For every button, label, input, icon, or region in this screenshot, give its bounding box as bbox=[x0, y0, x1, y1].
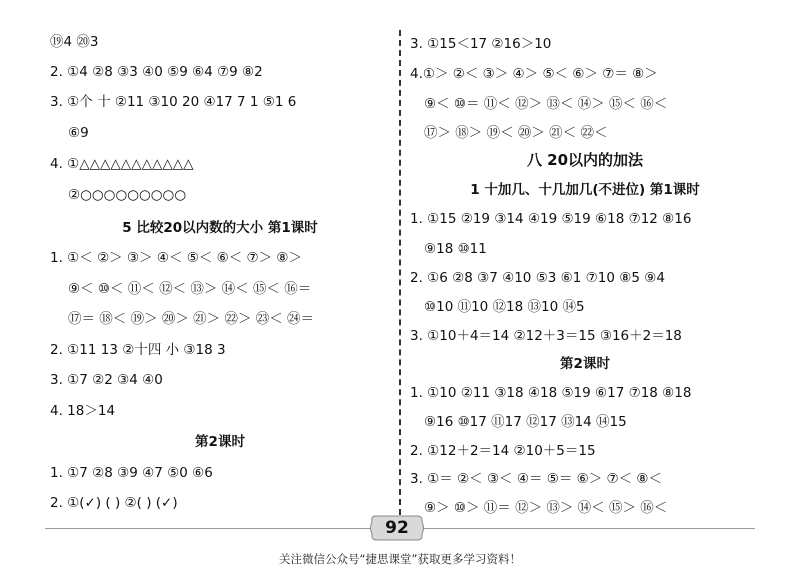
answer-line: 1. ①15 ②19 ③14 ④19 ⑤19 ⑥18 ⑦12 ⑧16 bbox=[410, 211, 692, 227]
answer-line: ⑨＜ ⑩＜ ⑪＜ ⑫＜ ⑬＞ ⑭＜ ⑮＜ ⑯＝ bbox=[68, 281, 312, 297]
footer-text: 关注微信公众号“捷思课堂”获取更多学习资料！ bbox=[279, 552, 521, 566]
answer-line: 3. ①15＜17 ②16＞10 bbox=[410, 36, 552, 52]
answer-line: 3. ①＝ ②＜ ③＜ ④＝ ⑤＝ ⑥＞ ⑦＜ ⑧＜ bbox=[410, 471, 663, 487]
answer-line: 4. ①△△△△△△△△△△△ bbox=[50, 156, 194, 172]
answer-line: 3. ①10＋4＝14 ②12＋3＝15 ③16＋2＝18 bbox=[410, 328, 682, 344]
answer-line: ⑰＞ ⑱＞ ⑲＜ ⑳＞ ㉑＜ ㉒＜ bbox=[424, 125, 608, 141]
answer-line: ⑥9 bbox=[68, 125, 89, 141]
answer-line: 1. ①10 ②11 ③18 ④18 ⑤19 ⑥17 ⑦18 ⑧18 bbox=[410, 385, 692, 401]
answer-line: 1. ①＜ ②＞ ③＞ ④＜ ⑤＜ ⑥＜ ⑦＞ ⑧＞ bbox=[50, 250, 303, 266]
answer-line: 3. ①7 ②2 ③4 ④0 bbox=[50, 372, 163, 388]
answer-line: ②○○○○○○○○○ bbox=[68, 187, 187, 203]
answer-line: ⑰＝ ⑱＜ ⑲＞ ⑳＞ ㉑＞ ㉒＞ ㉓＜ ㉔＝ bbox=[68, 311, 315, 327]
answer-line: ⑨＞ ⑩＞ ⑪＝ ⑫＞ ⑬＞ ⑭＜ ⑮＞ ⑯＜ bbox=[424, 500, 668, 516]
answer-line: ⑩10 ⑪10 ⑫18 ⑬10 ⑭5 bbox=[424, 299, 585, 315]
answer-line: 1. ①7 ②8 ③9 ④7 ⑤0 ⑥6 bbox=[50, 465, 213, 481]
section-heading: 5 比较20以内数的大小 第1课时 bbox=[122, 220, 318, 236]
answer-line: 2. ①12＋2＝14 ②10＋5＝15 bbox=[410, 443, 596, 459]
page-number: 92 bbox=[385, 518, 409, 538]
section-heading: 1 十加几、十几加几(不进位) 第1课时 bbox=[470, 182, 700, 198]
column-divider bbox=[399, 30, 401, 515]
answer-line: ⑲4 ⑳3 bbox=[50, 34, 99, 50]
chapter-heading: 八 20以内的加法 bbox=[526, 151, 644, 169]
answer-line: ⑨16 ⑩17 ⑪17 ⑫17 ⑬14 ⑭15 bbox=[424, 414, 627, 430]
lesson-heading: 第2课时 bbox=[560, 356, 610, 372]
lesson-heading: 第2课时 bbox=[195, 434, 245, 450]
answer-line: 2. ①(✓) ( ) ②( ) (✓) bbox=[50, 495, 178, 511]
answer-line: 4. 18＞14 bbox=[50, 403, 116, 419]
answer-line: 2. ①11 13 ②十四 小 ③18 3 bbox=[50, 342, 226, 358]
answer-line: ⑨18 ⑩11 bbox=[424, 241, 487, 257]
answer-line: 3. ①个 十 ②11 ③10 20 ④17 7 1 ⑤1 6 bbox=[50, 94, 297, 110]
answer-line: 2. ①4 ②8 ③3 ④0 ⑤9 ⑥4 ⑦9 ⑧2 bbox=[50, 64, 263, 80]
answer-line: 2. ①6 ②8 ③7 ④10 ⑤3 ⑥1 ⑦10 ⑧5 ⑨4 bbox=[410, 270, 665, 286]
answer-line: 4.①＞ ②＜ ③＞ ④＞ ⑤＜ ⑥＞ ⑦＝ ⑧＞ bbox=[410, 66, 658, 82]
answer-line: ⑨＜ ⑩＝ ⑪＜ ⑫＞ ⑬＜ ⑭＞ ⑮＜ ⑯＜ bbox=[424, 96, 668, 112]
